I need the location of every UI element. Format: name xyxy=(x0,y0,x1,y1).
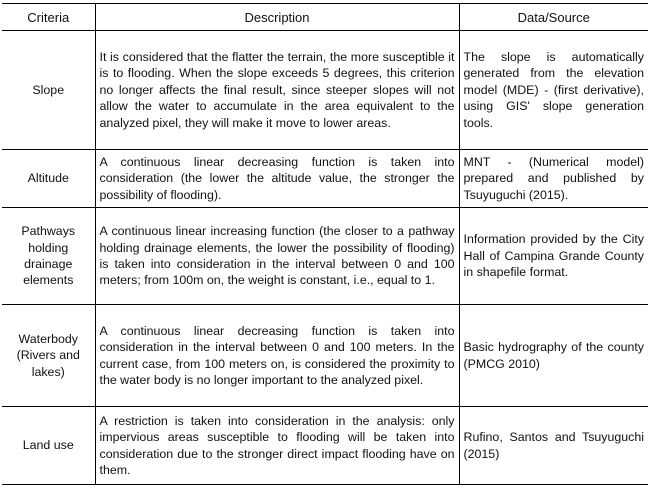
description-cell: A continuous linear increasing function (the closer to a pathway holding drainage elements, the lower the possibility of flooding) is taken into consideration in the interval between 0 and 100 meters; from 100m on, the weight is constant, i.e., equal to 1. xyxy=(95,208,459,305)
table-row xyxy=(2,150,648,208)
description-cell: A continuous linear decreasing function is taken into consideration (the lower the altitude value, the stronger the possibility of flooding). xyxy=(95,150,459,208)
criteria-cell: Altitude xyxy=(2,150,95,208)
header-criteria: Criteria xyxy=(2,4,95,31)
header-row xyxy=(2,4,648,31)
header-source: Data/Source xyxy=(459,4,648,31)
criteria-table xyxy=(2,3,648,485)
table-row xyxy=(2,208,648,305)
criteria-cell: Land use xyxy=(2,407,95,485)
criteria-cell: Slope xyxy=(2,31,95,150)
source-cell: Information provided by the City Hall of Campina Grande County in shapefile format. xyxy=(459,208,648,305)
criteria-cell: Pathways holding drainage elements xyxy=(2,208,95,305)
description-cell: It is considered that the flatter the terrain, the more susceptible it is to flooding. When the slope exceeds 5 degrees, this criterion no longer affects the final result, since steeper slopes will not allow the water to accumulate in the area equivalent to the analyzed pixel, they will make it move to lower areas. xyxy=(95,31,459,150)
source-cell: MNT - (Numerical model) prepared and published by Tsuyuguchi (2015). xyxy=(459,150,648,208)
description-cell: A restriction is taken into consideration in the analysis: only impervious areas susceptible to flooding will be taken into consideration due to the stronger direct impact flooding have on them. xyxy=(95,407,459,485)
table-row xyxy=(2,305,648,407)
table-row xyxy=(2,407,648,485)
description-cell: A continuous linear decreasing function is taken into consideration in the interval between 0 and 100 meters. In the current case, from 100 meters on, is considered the proximity to the water body is no longer important to the analyzed pixel. xyxy=(95,305,459,407)
header-description: Description xyxy=(95,4,459,31)
criteria-cell: Waterbody (Rivers and lakes) xyxy=(2,305,95,407)
source-cell: The slope is automatically generated from the elevation model (MDE) - (first derivative), using GIS' slope generation tools. xyxy=(459,31,648,150)
table-row xyxy=(2,31,648,150)
source-cell: Basic hydrography of the county (PMCG 2010) xyxy=(459,305,648,407)
source-cell: Rufino, Santos and Tsuyuguchi (2015) xyxy=(459,407,648,485)
